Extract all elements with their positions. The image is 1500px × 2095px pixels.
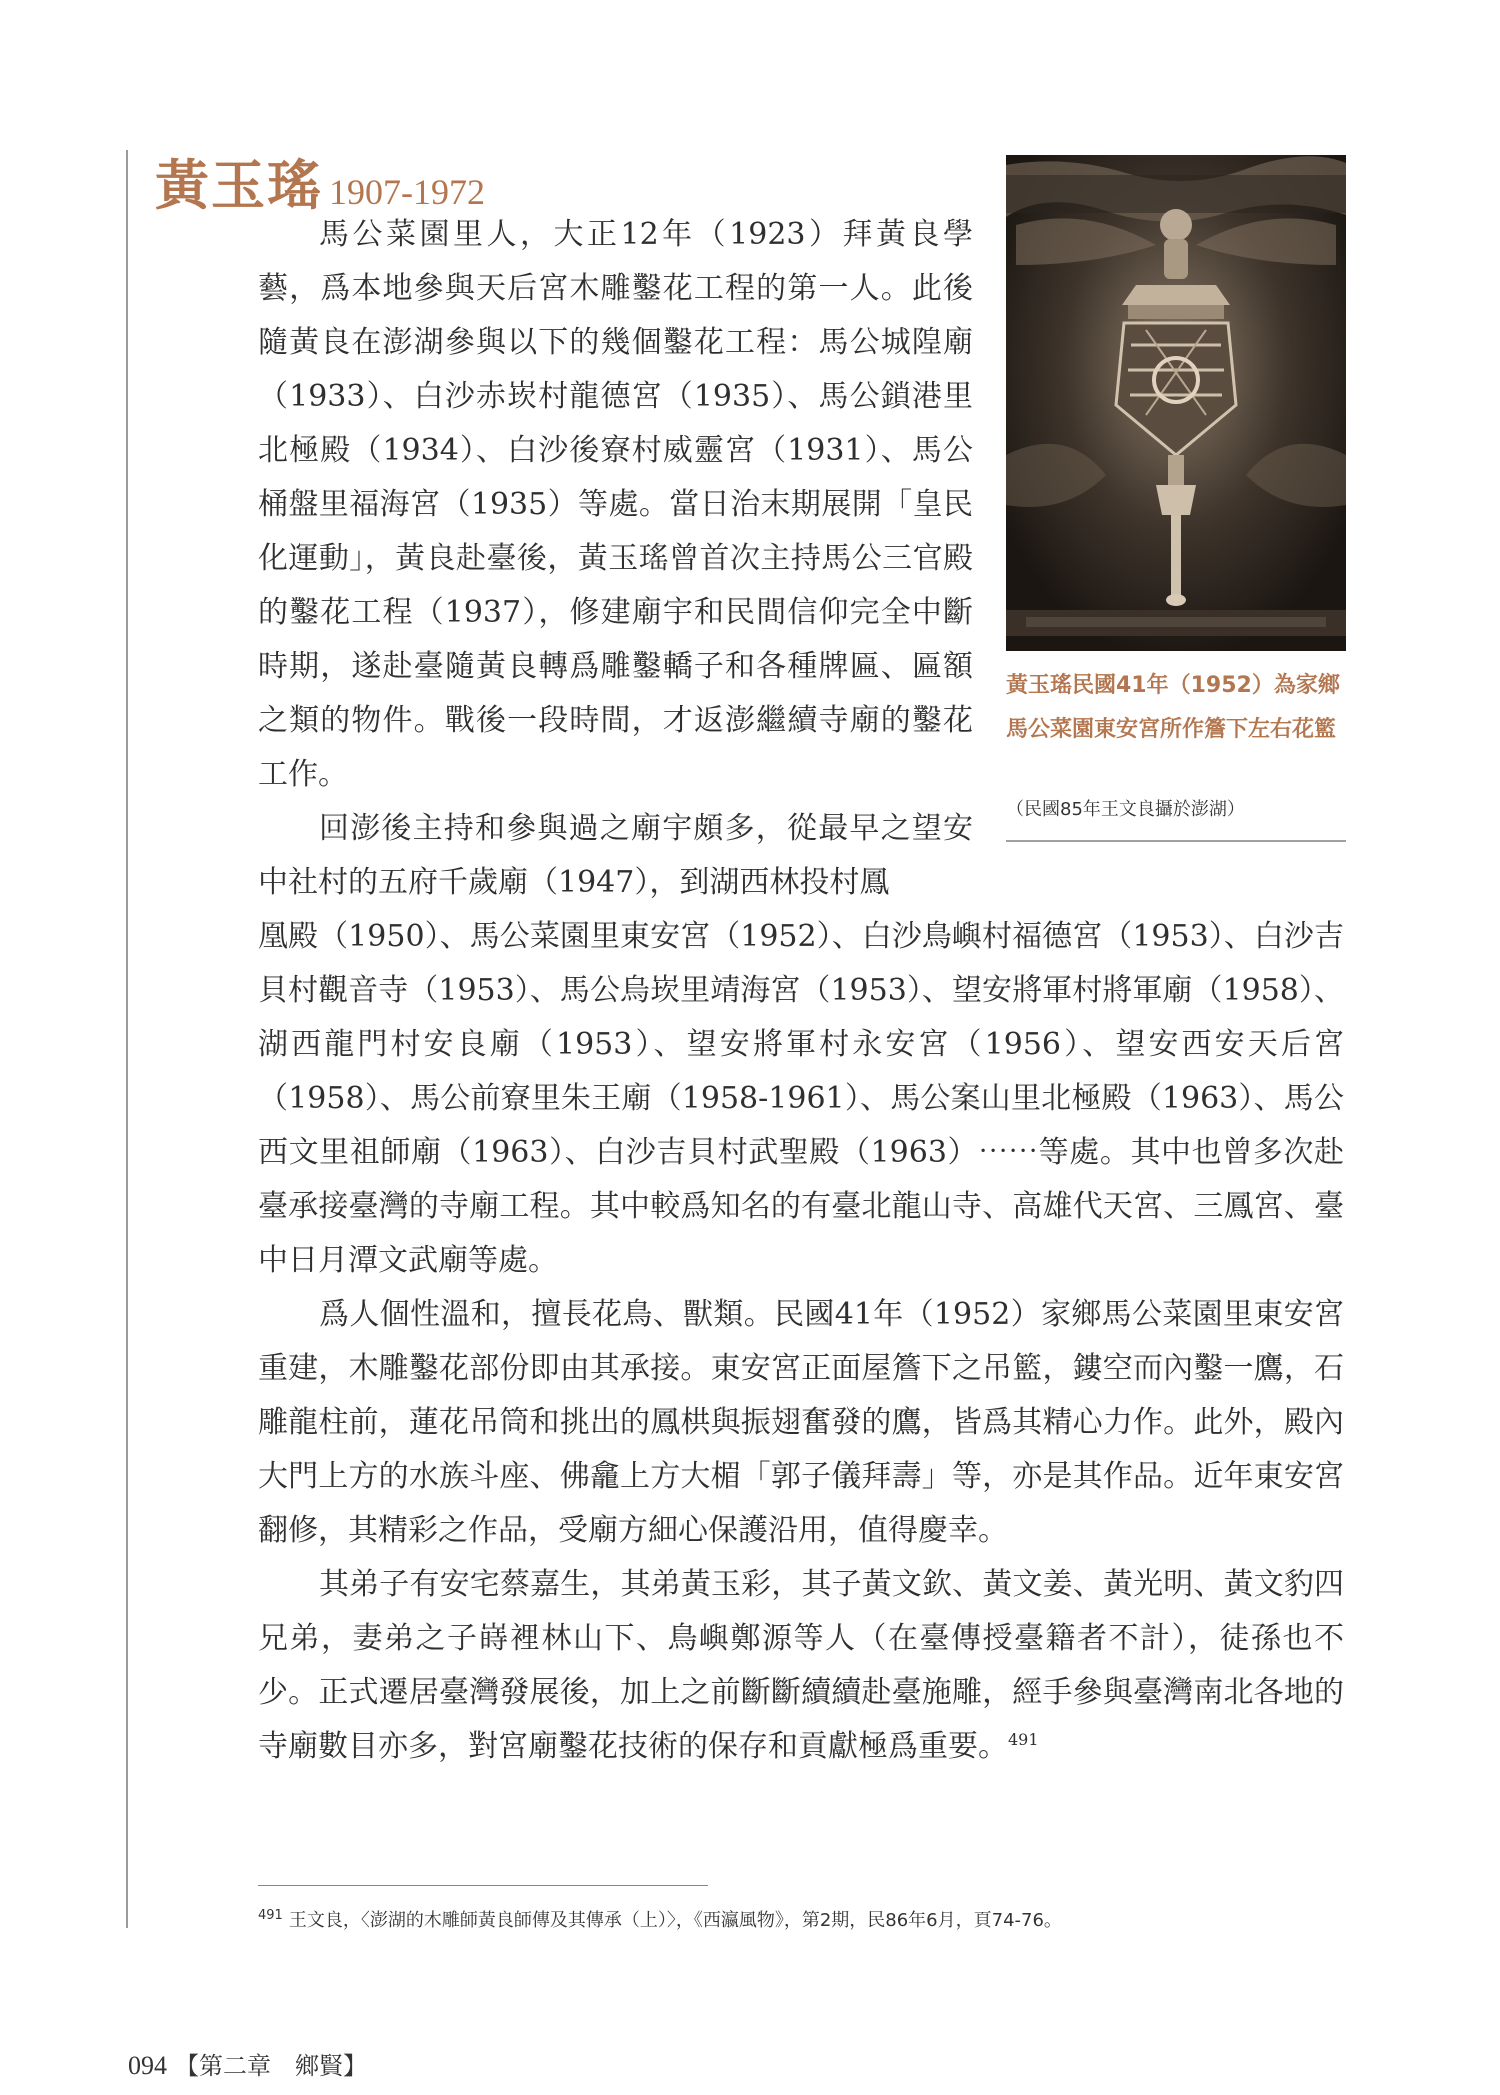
person-name: 黃玉瑤 xyxy=(155,153,323,217)
page-number: 094 xyxy=(128,2051,167,2080)
footnote-text: 王文良，〈澎湖的木雕師黃良師傳及其傳承（上）〉，《西瀛風物》，第2期，民86年6月，頁74-76。 xyxy=(288,1910,1062,1931)
footnote-rule xyxy=(258,1885,708,1886)
body-narrow-column xyxy=(258,208,973,910)
caption-rule xyxy=(1006,840,1346,842)
chapter-label: 【第二章 鄉賢】 xyxy=(175,2052,367,2080)
margin-rule xyxy=(126,150,128,1928)
paragraph-4-text: 其弟子有安宅蔡嘉生，其弟黃玉彩，其子黃文欽、黃文姜、黃光明、黃文豹四兄弟，妻弟之子嵵裡林山下、鳥嶼鄭源等人（在臺傳授臺籍者不計），徒孫也不少。正式遷居臺灣發展後，加上之前斷斷續續赴臺施雕，經手參與臺灣南北各地的寺廟數目亦多，對宮廟鑿花技術的保存和貢獻極爲重要。 xyxy=(258,1567,1344,1764)
life-years: 1907-1972 xyxy=(329,172,485,212)
paragraph-4 xyxy=(258,1558,1344,1774)
footnote-ref: 491 xyxy=(1008,1730,1039,1749)
body-wide-column xyxy=(258,910,1344,1774)
footnote-number: 491 xyxy=(258,1908,283,1923)
paragraph-2-cont: 凰殿（1950）、馬公菜園里東安宮（1952）、白沙鳥嶼村福德宮（1953）、白沙吉貝村觀音寺（1953）、馬公烏崁里靖海宮（1953）、望安將軍村將軍廟（1958）、湖西龍門村安良廟（1953）、望安將軍村永安宮（1956）、望安西安天后宮（1958）、馬公前寮里朱王廟（1958-1961）、馬公案山里北極殿（1963）、馬公西文里祖師廟（1963）、白沙吉貝村武聖殿（1963）⋯⋯等處。其中也曾多次赴臺承接臺灣的寺廟工程。其中較爲知名的有臺北龍山寺、高雄代天宮、三鳳宮、臺中日月潭文武廟等處。 xyxy=(258,919,1344,1278)
photo-credit: （民國85年王文良攝於澎湖） xyxy=(1006,799,1245,820)
paragraph-1: 馬公菜園里人，大正12年（1923）拜黃良學藝，爲本地參與天后宮木雕鑿花工程的第一人。此後隨黃良在澎湖參與以下的幾個鑿花工程：馬公城隍廟（1933）、白沙赤崁村龍德宮（1935）、馬公鎖港里北極殿（1934）、白沙後寮村威靈宮（1931）、馬公桶盤里福海宮（1935）等處。當日治末期展開「皇民化運動」，黃良赴臺後，黃玉瑤曾首次主持馬公三官殿的鑿花工程（1937），修建廟宇和民間信仰完全中斷時期，遂赴臺隨黃良轉爲雕鑿轎子和各種牌匾、匾額之類的物件。戰後一段時間，才返澎繼續寺廟的鑿花工作。 xyxy=(258,217,973,792)
carving-photo xyxy=(1006,155,1346,651)
paragraph-2-start: 回澎後主持和參與過之廟宇頗多，從最早之望安中社村的五府千歲廟（1947），到湖西林投村鳳 xyxy=(258,811,973,900)
hanging-basket-carving-image xyxy=(1006,155,1346,651)
page-footer xyxy=(128,2046,367,2081)
paragraph-3: 爲人個性溫和，擅長花鳥、獸類。民國41年（1952）家鄉馬公菜園里東安宮重建，木雕鑿花部份即由其承接。東安宮正面屋簷下之吊籃，鏤空而內鑿一鷹，石雕龍柱前，蓮花吊筒和挑出的鳳栱與振翅奮發的鷹，皆爲其精心力作。此外，殿內大門上方的水族斗座、佛龕上方大楣「郭子儀拜壽」等，亦是其作品。近年東安宮翻修，其精彩之作品，受廟方細心保護沿用，值得慶幸。 xyxy=(258,1297,1344,1548)
footnote xyxy=(258,1906,1348,1932)
photo-caption: 黃玉瑤民國41年（1952）為家鄉馬公菜園東安宮所作簷下左右花籃 xyxy=(1006,673,1340,742)
